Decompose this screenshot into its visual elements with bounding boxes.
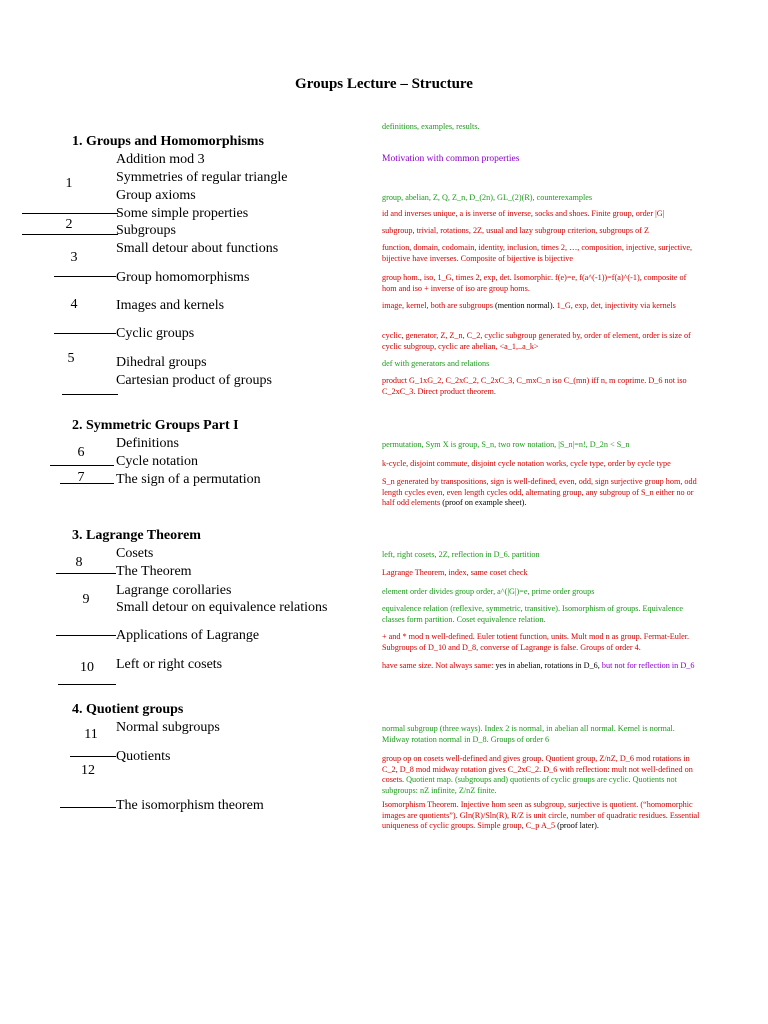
lecture-number: 1 [65,176,73,191]
note: k-cycle, disjoint commute, disjoint cycle notation works, cycle type, order by cycle type [382,459,671,468]
note [382,661,700,672]
note-part: (mention normal). [492,301,557,310]
topic: Quotients [116,749,171,764]
note: cyclic, generator, Z, Z_n, C_2, cyclic subgroup generated by, order of element, order is size of cyclic subgroup, cyclic are abelian, <a_1,..a_k> [382,331,691,351]
lecture-number: 8 [75,555,83,570]
topic: Lagrange corollaries [116,583,232,598]
lecture-number: 12 [81,763,95,778]
topic: Small detour on equivalence relations [116,600,328,615]
note: group hom., iso, 1_G, times 2, exp, det. Isomorphic. f(e)=e, f(a^(-1))=f(a)^(-1), composite of hom and iso + inverse of iso are group homs. [382,273,687,293]
note: function, domain, codomain, identity, inclusion, times 2, …, composition, injective, surjective, bijective have inverses. Composite of bijective is bijective [382,243,693,263]
note: element order divides group order, a^(|G|)=e, prime order groups [382,587,595,596]
topic: Applications of Lagrange [116,628,260,643]
topic: Small detour about functions [116,241,279,256]
note-part: group op on cosets well-defined and gives group. Quotient group, Z/nZ, D_6 mod rotations in C_2, D_8 mod midway rotation gives C_2xC_2. D_6 with reflection: mult not well-defined on cosets. [382,754,693,784]
note: left, right cosets, 2Z, reflection in D_6. partition [382,550,540,559]
note-part: (proof on example sheet). [440,498,527,507]
lecture-divider [56,573,116,574]
note [382,724,700,745]
note [382,301,700,312]
topic: Cycle notation [116,454,199,469]
topic: The sign of a permutation [116,472,261,487]
note-part: (proof later). [555,821,599,830]
note-part: 1_G, exp, det, injectivity via kernels [556,301,676,310]
note-part: Quotient map. (subgroups and) quotients of cyclic groups are cyclic. Quotients not subgroups: nZ infinite, Z/nZ finite. [382,775,677,795]
topic: Addition mod 3 [116,152,205,167]
note-part: have same size. Not always same: [382,661,496,670]
topic: Group homomorphisms [116,270,250,285]
lecture-divider [70,756,116,757]
lecture-number: 9 [82,592,90,607]
lecture-divider [22,213,118,214]
lecture-divider [54,276,116,277]
lecture-number: 5 [67,351,75,366]
note: id and inverses unique, a is inverse of inverse, socks and shoes. Finite group, order |G| [382,209,665,218]
topic: Cartesian product of groups [116,373,272,388]
topic: Dihedral groups [116,355,207,370]
note-part: but not for reflection in D_6 [601,661,695,670]
topic: Symmetries of regular triangle [116,170,288,185]
section-heading-3: 3. Lagrange Theorem [72,528,201,543]
lecture-divider [58,684,116,685]
lecture-number: 3 [70,250,78,265]
note-part: S_n generated by transpositions, sign is well-defined, even, odd, sign surjective group hom, odd length cycles even, even length cycles odd, alternating group, any subgroup of S_n either no or half odd elements [382,477,697,507]
top-note: definitions, examples, results. [382,122,480,131]
lecture-number: 11 [84,727,98,742]
note [382,800,700,832]
topic: Some simple properties [116,206,249,221]
page-title: Groups Lecture – Structure [295,76,473,92]
note: def with generators and relations [382,359,490,368]
lecture-divider [60,483,114,484]
lecture-number: 4 [70,297,78,312]
topic: The Theorem [116,564,192,579]
note-part: yes in abelian, rotations in D_6, [495,661,602,670]
note: permutation, Sym X is group, S_n, two row notation, |S_n|=n!, D_2n < S_n [382,440,630,449]
lecture-divider [56,635,116,636]
topic: Subgroups [116,223,176,238]
topic: The isomorphism theorem [116,798,264,813]
lecture-number: 7 [77,470,85,485]
topic: Left or right cosets [116,657,223,672]
note: + and * mod n well-defined. Euler totient function, units. Mult mod n as group. Fermat-Euler. Subgroups of D_10 and D_8, converse of Lagrange is false. Groups of order 4. [382,632,690,652]
section-heading-4: 4. Quotient groups [72,702,184,717]
note [382,477,700,509]
lecture-number: 6 [77,445,85,460]
note: group, abelian, Z, Q, Z_n, D_(2n), GL_(2)(R), counterexamples [382,193,593,202]
topic: Definitions [116,436,179,451]
note: Motivation with common properties [382,154,520,164]
lecture-divider [50,465,114,466]
topic: Normal subgroups [116,720,220,735]
note-part: normal subgroup (three ways). Index 2 is normal, in abelian all normal. Kernel is normal. Midway rotation normal in D_8. Groups of order 6 [382,724,675,744]
note-part: image, kernel, both are subgroups [382,301,493,310]
lecture-divider [22,234,118,235]
lecture-divider [60,807,116,808]
topic: Images and kernels [116,298,225,313]
lecture-divider [54,333,116,334]
topic: Cyclic groups [116,326,195,341]
note: product G_1xG_2, C_2xC_2, C_2xC_3, C_mxC_n iso C_(mn) iff n, m coprime. D_6 not iso C_2xC_3. Direct product theorem. [382,376,687,396]
lecture-divider [62,394,118,395]
note: equivalence relation (reflexive, symmetric, transitive). Isomorphism of groups. Equivalence classes form partition. Coset equivalence relation. [382,604,684,624]
note: Lagrange Theorem, index, same coset check [382,568,528,577]
section-heading-1: 1. Groups and Homomorphisms [72,134,264,149]
note [382,754,700,796]
section-heading-2: 2. Symmetric Groups Part I [72,418,239,433]
topic: Group axioms [116,188,196,203]
note-part: Isomorphism Theorem. Injective hom seen as subgroup, surjective is quotient. (“homomorphic images are quotients”). Gln(R)/Sln(R), R/Z is unit circle, number of quadratic residues. Essential uniqueness of cyclic groups. Simple group, C_p A_5 [382,800,700,830]
note: subgroup, trivial, rotations, 2Z, usual and lazy subgroup criterion, subgroups of Z [382,226,649,235]
topic: Cosets [116,546,154,561]
lecture-number: 10 [80,660,94,675]
lecture-number: 2 [65,217,73,232]
